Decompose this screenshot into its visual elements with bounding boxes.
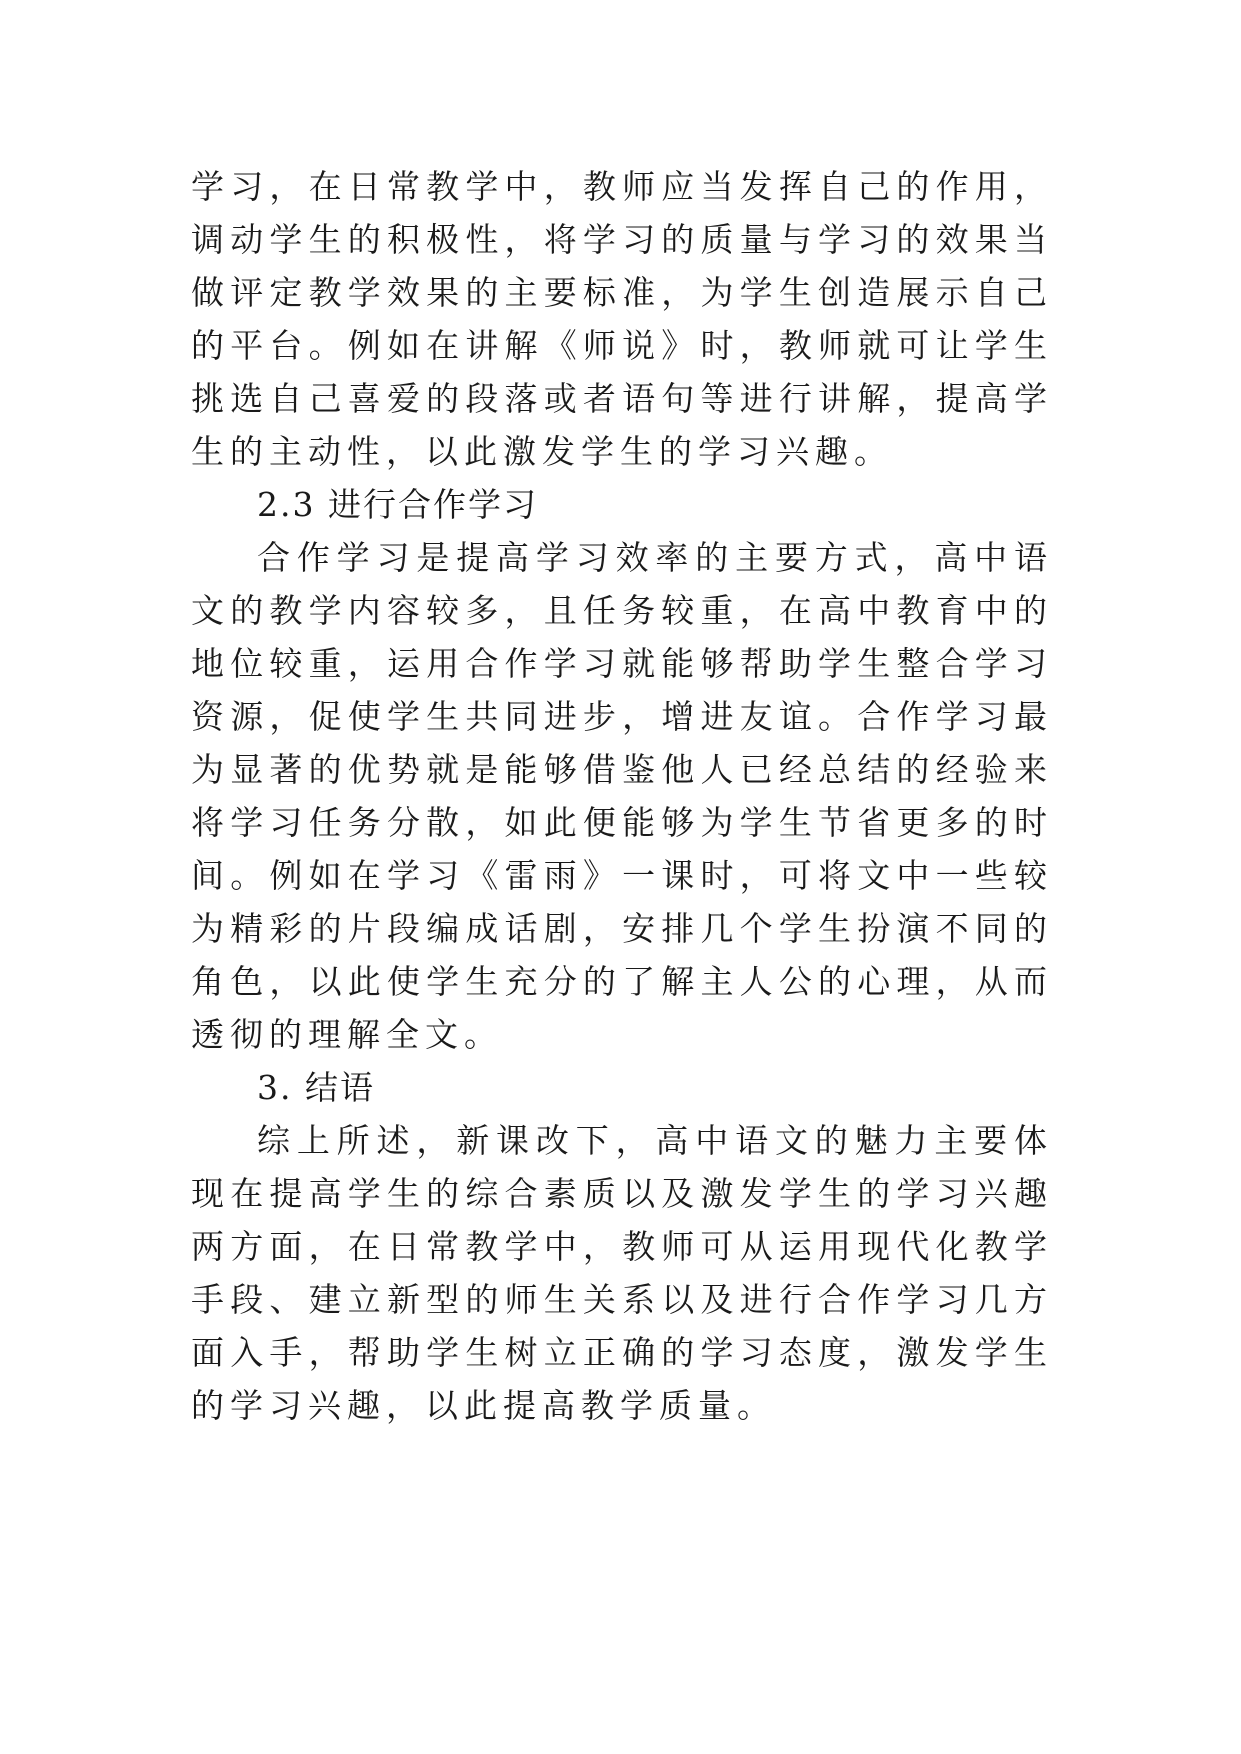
paragraph-continued: 学习，在日常教学中，教师应当发挥自己的作用，调动学生的积极性，将学习的质量与学习的效果当做评定教学效果的主要标准，为学生创造展示自己的平台。例如在讲解《师说》时，教师就可让学生挑选自己喜爱的段落或者语句等进行讲解，提高学生的主动性，以此激发学生的学习兴趣。 xyxy=(191,167,1053,471)
section-3-paragraph: 综上所述，新课改下，高中语文的魅力主要体现在提高学生的综合素质以及激发学生的学习兴趣两方面，在日常教学中，教师可从运用现代化教学手段、建立新型的师生关系以及进行合作学习几方面入手，帮助学生树立正确的学习态度，激发学生的学习兴趣，以此提高教学质量。 xyxy=(191,1121,1053,1425)
section-3-heading: 3. 结语 xyxy=(257,1068,375,1107)
section-2-3-heading: 2.3 进行合作学习 xyxy=(257,485,538,524)
document-body xyxy=(191,160,1053,1432)
section-2-3-paragraph: 合作学习是提高学习效率的主要方式，高中语文的教学内容较多，且任务较重，在高中教育中的地位较重，运用合作学习就能够帮助学生整合学习资源，促使学生共同进步，增进友谊。合作学习最为显著的优势就是能够借鉴他人已经总结的经验来将学习任务分散，如此便能够为学生节省更多的时间。例如在学习《雷雨》一课时，可将文中一些较为精彩的片段编成话剧，安排几个学生扮演不同的角色，以此使学生充分的了解主人公的心理，从而透彻的理解全文。 xyxy=(191,538,1053,1054)
